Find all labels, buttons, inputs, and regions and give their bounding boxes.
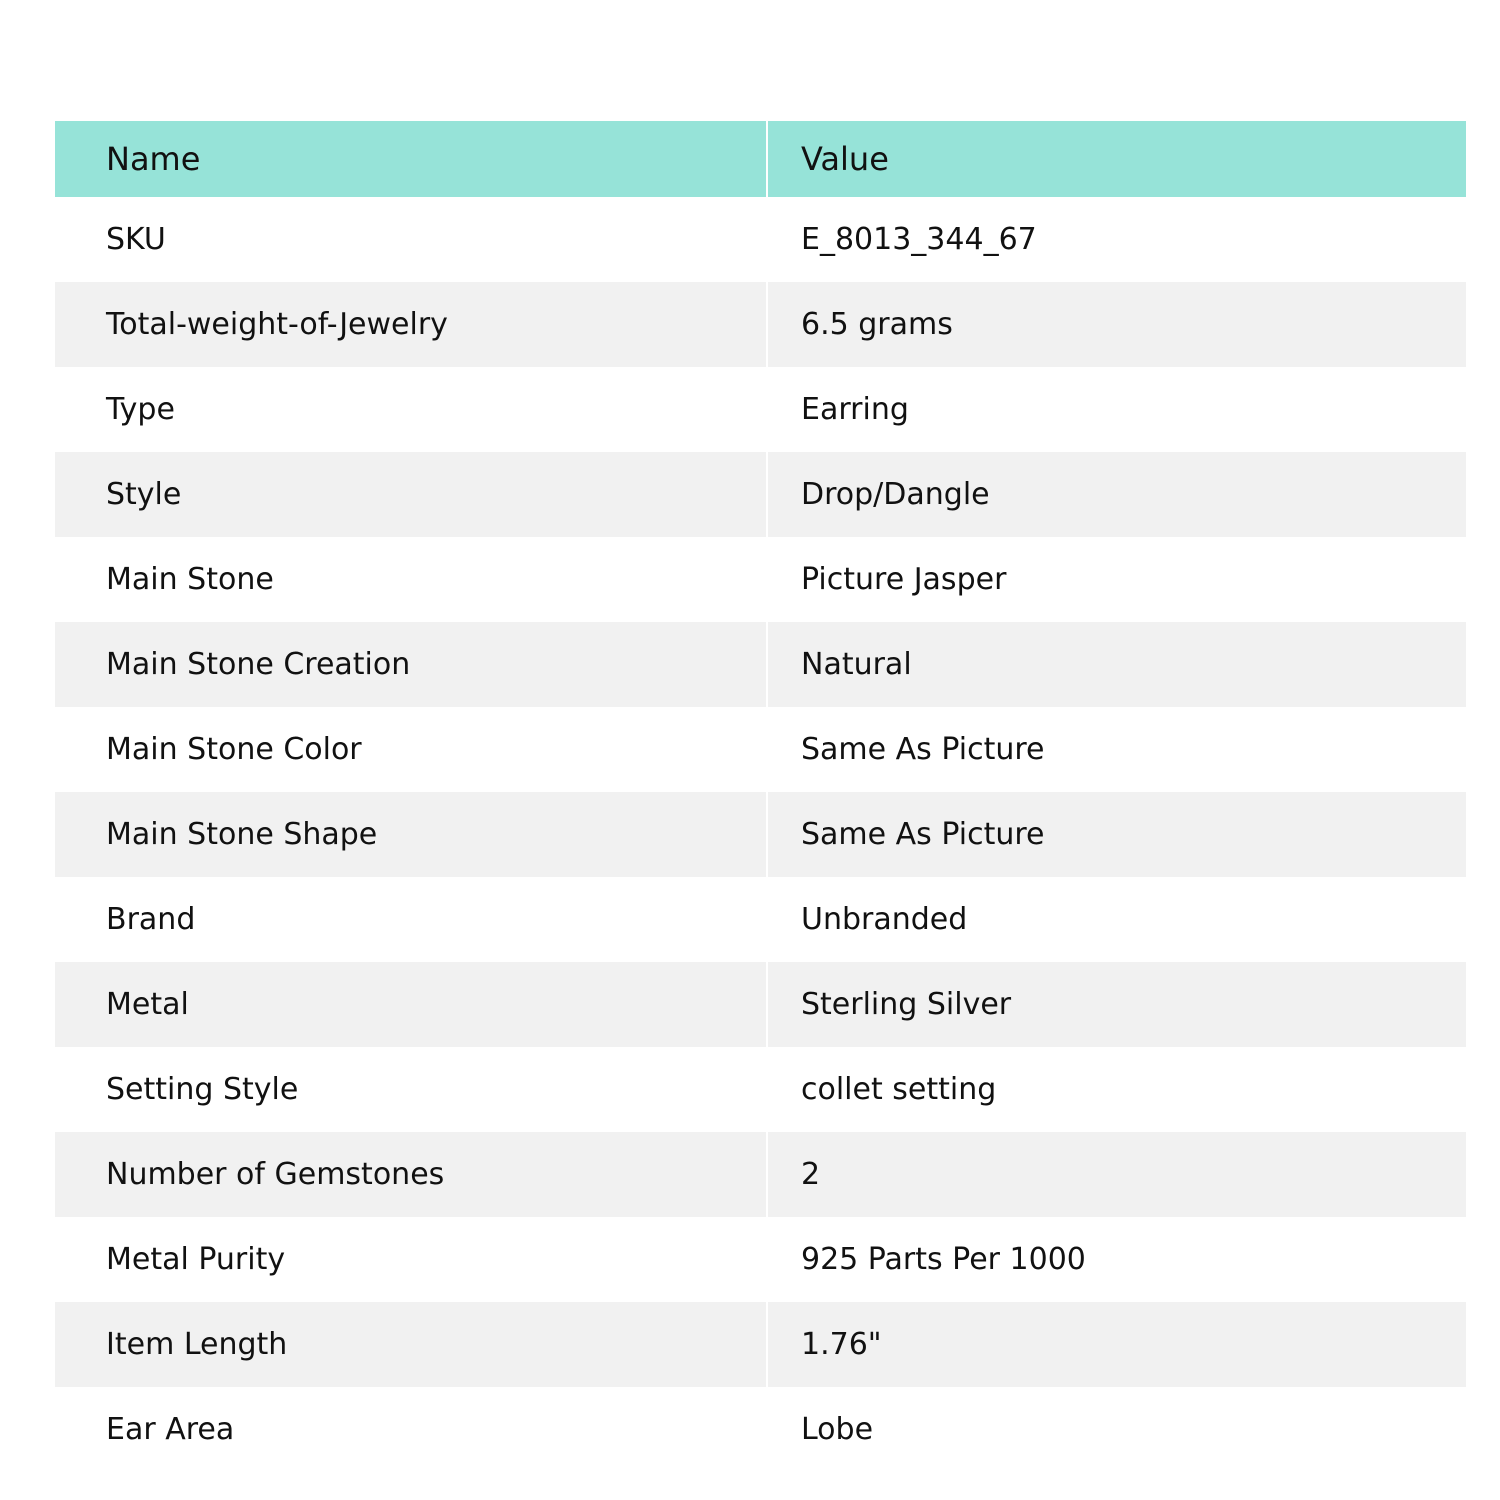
row-value-cell: 925 Parts Per 1000 — [766, 1217, 1466, 1302]
row-value-cell: Earring — [766, 367, 1466, 452]
table-row — [55, 197, 1466, 282]
table-row — [55, 1387, 1466, 1472]
row-value-cell: Natural — [766, 622, 1466, 707]
table-row — [55, 282, 1466, 367]
table-row — [55, 1047, 1466, 1132]
row-value-cell: Same As Picture — [766, 707, 1466, 792]
table-row — [55, 962, 1466, 1047]
row-value-cell: 2 — [766, 1132, 1466, 1217]
column-header-name: Name — [55, 121, 766, 197]
row-name-cell: Main Stone Color — [55, 707, 766, 792]
row-name-cell: Setting Style — [55, 1047, 766, 1132]
table-header-row — [55, 121, 1466, 197]
row-value-cell: collet setting — [766, 1047, 1466, 1132]
table-row — [55, 452, 1466, 537]
row-value-cell: 1.76" — [766, 1302, 1466, 1387]
specifications-table — [55, 121, 1466, 1472]
table-row — [55, 537, 1466, 622]
row-name-cell: Main Stone — [55, 537, 766, 622]
row-value-cell: Unbranded — [766, 877, 1466, 962]
table-row — [55, 877, 1466, 962]
row-value-cell: Lobe — [766, 1387, 1466, 1472]
table-row — [55, 1302, 1466, 1387]
row-name-cell: Total-weight-of-Jewelry — [55, 282, 766, 367]
table-body — [55, 197, 1466, 1472]
row-name-cell: Brand — [55, 877, 766, 962]
row-name-cell: Style — [55, 452, 766, 537]
table-row — [55, 792, 1466, 877]
table-row — [55, 707, 1466, 792]
row-name-cell: Ear Area — [55, 1387, 766, 1472]
table-row — [55, 1132, 1466, 1217]
table-row — [55, 1217, 1466, 1302]
row-name-cell: Item Length — [55, 1302, 766, 1387]
row-value-cell: Drop/Dangle — [766, 452, 1466, 537]
row-name-cell: Metal Purity — [55, 1217, 766, 1302]
column-header-value: Value — [766, 121, 1466, 197]
row-name-cell: Main Stone Shape — [55, 792, 766, 877]
row-name-cell: Metal — [55, 962, 766, 1047]
row-value-cell: Picture Jasper — [766, 537, 1466, 622]
row-value-cell: Same As Picture — [766, 792, 1466, 877]
row-value-cell: 6.5 grams — [766, 282, 1466, 367]
row-value-cell: E_8013_344_67 — [766, 197, 1466, 282]
row-name-cell: Type — [55, 367, 766, 452]
row-name-cell: Main Stone Creation — [55, 622, 766, 707]
row-value-cell: Sterling Silver — [766, 962, 1466, 1047]
row-name-cell: SKU — [55, 197, 766, 282]
table-row — [55, 622, 1466, 707]
row-name-cell: Number of Gemstones — [55, 1132, 766, 1217]
table-row — [55, 367, 1466, 452]
